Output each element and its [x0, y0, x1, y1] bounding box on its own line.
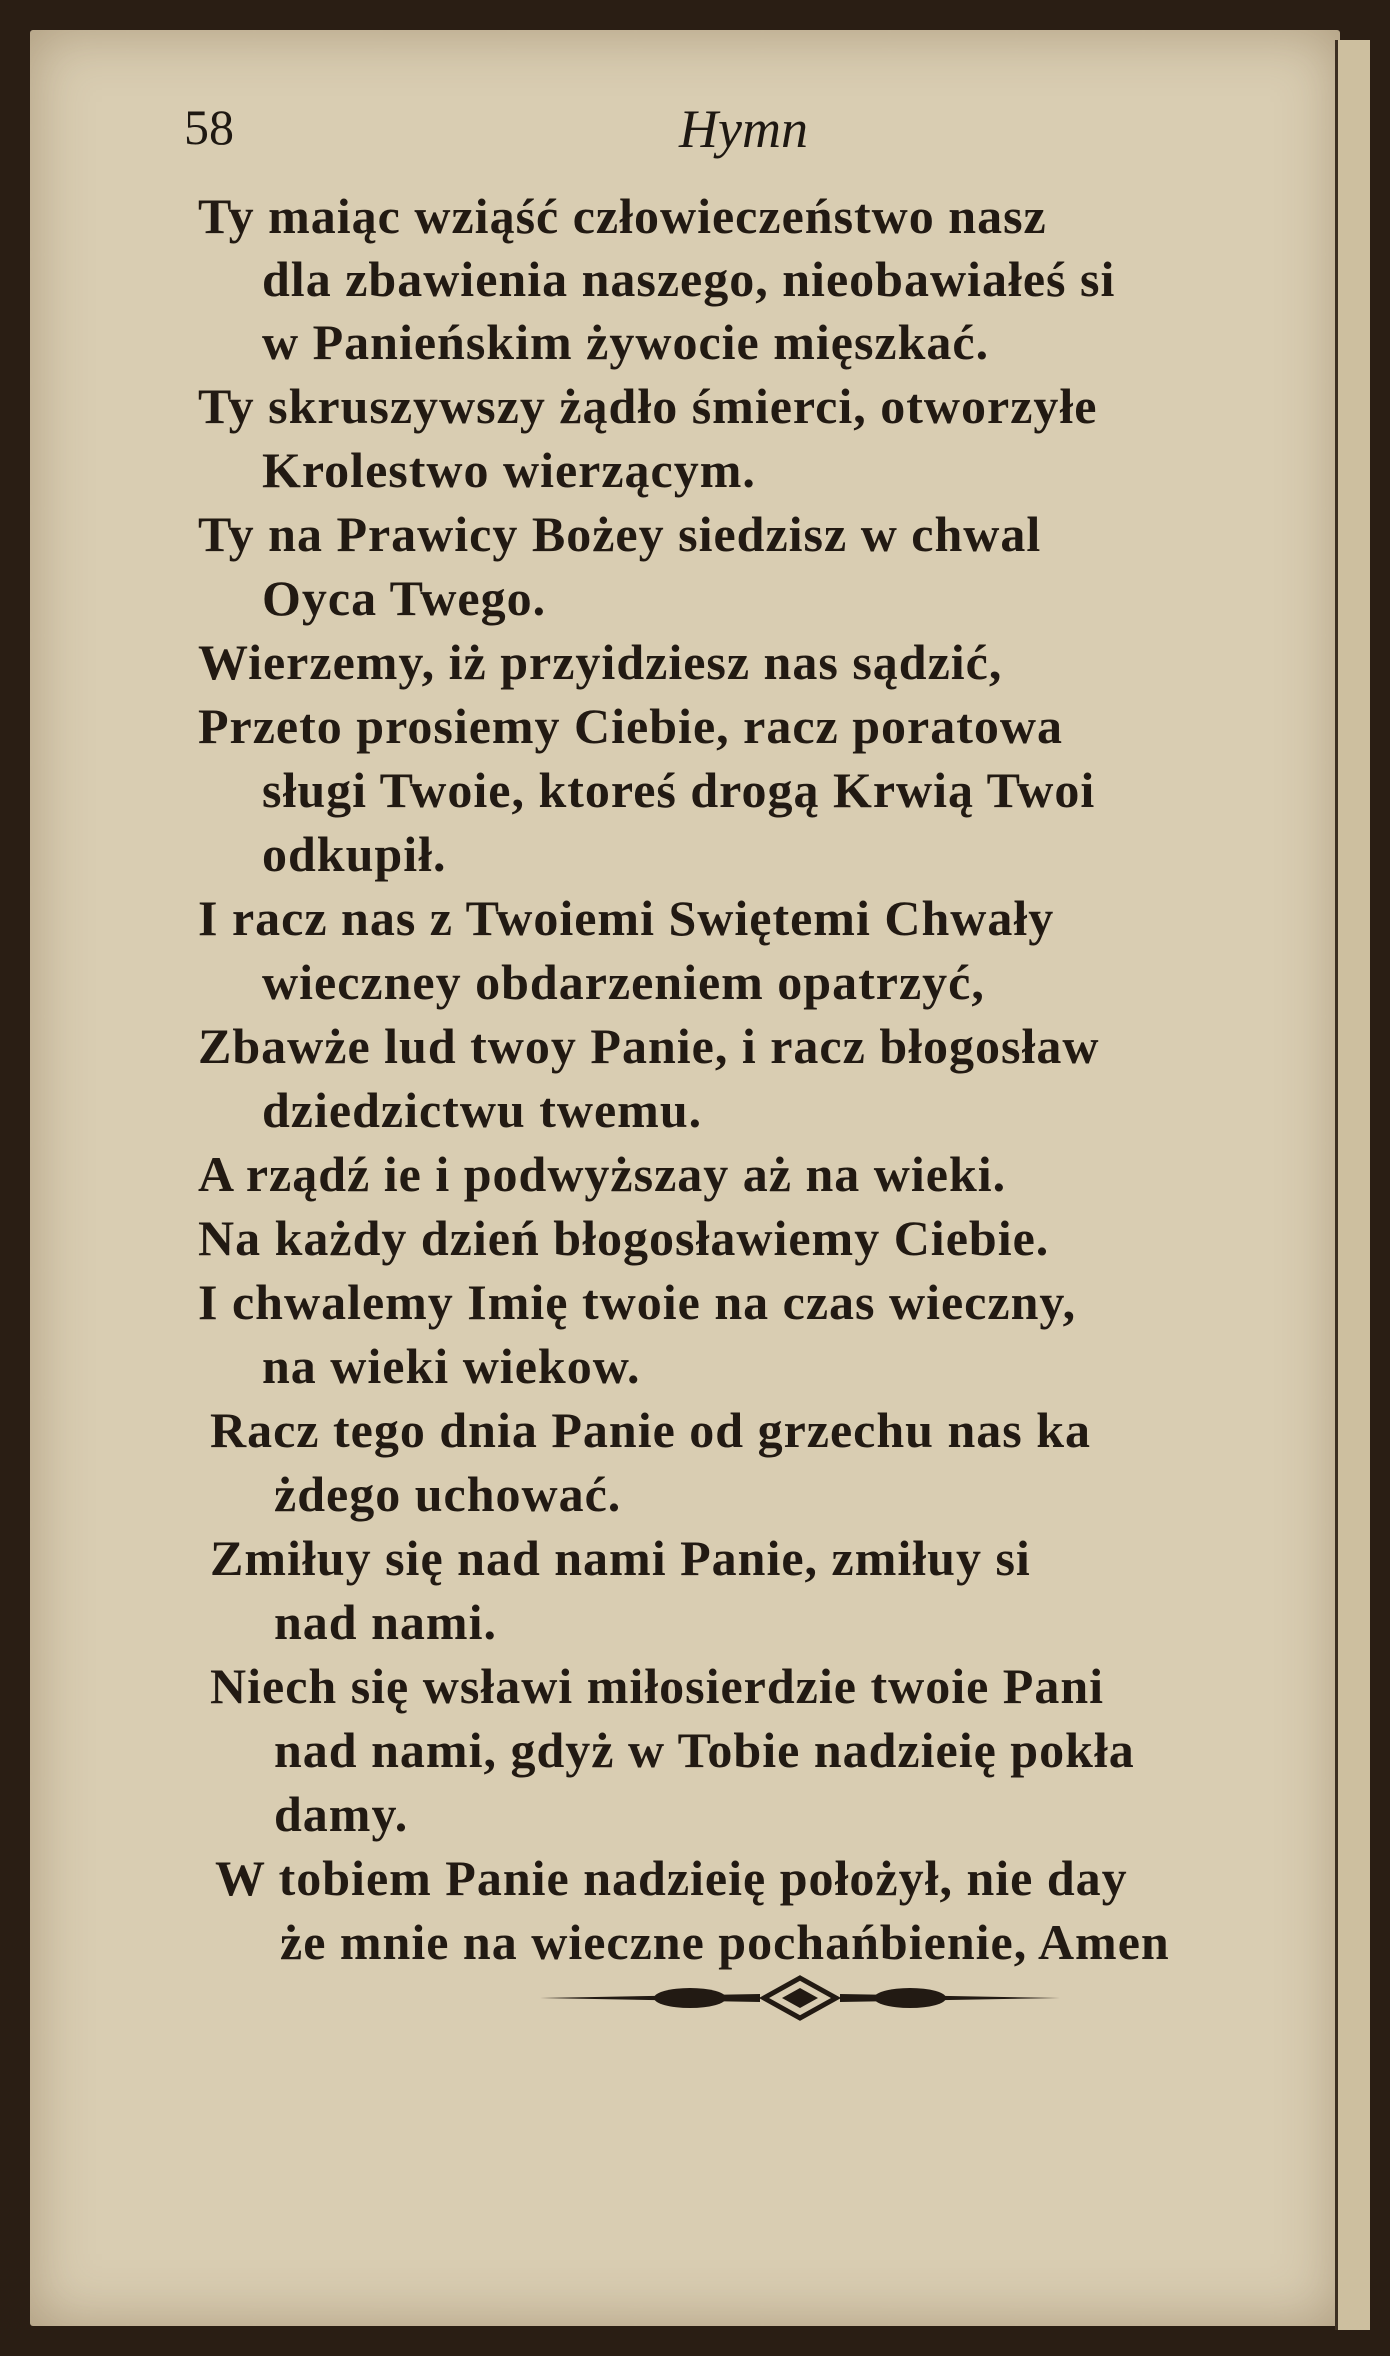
text-line: A rządź ie i podwyższay aż na wieki.	[198, 1146, 1007, 1202]
ornament-rule-icon	[540, 1968, 1060, 2028]
text-line: Niech się wsławi miłosierdzie twoie Pani	[210, 1658, 1105, 1714]
text-line: I racz nas z Twoiemi Swiętemi Chwały	[198, 890, 1055, 946]
text-line: Przeto prosiemy Ciebie, racz poratowa	[198, 698, 1063, 754]
text-line: Ty na Prawicy Bożey siedzisz w chwal	[198, 506, 1042, 562]
text-line: sługi Twoie, ktoreś drogą Krwią Twoi	[262, 762, 1096, 818]
text-line: nad nami, gdyż w Tobie nadzieię pokła	[274, 1722, 1135, 1778]
text-line: że mnie na wieczne pochańbienie, Amen	[280, 1914, 1170, 1970]
text-line: żdego uchować.	[274, 1466, 622, 1522]
text-line: odkupił.	[262, 826, 447, 882]
running-head: Hymn	[679, 99, 808, 159]
text-line: dla zbawienia naszego, nieobawiałeś si	[262, 251, 1116, 307]
text-line: Ty maiąc wziąść człowieczeństwo nasz	[198, 188, 1047, 244]
text-line: damy.	[274, 1786, 409, 1842]
text-line: w Panieńskim żywocie mięszkać.	[262, 314, 990, 370]
text-line: Oyca Twego.	[262, 570, 547, 626]
page-number: 58	[184, 99, 234, 155]
text-line: Ty skruszywszy żądło śmierci, otworzyłe	[198, 378, 1098, 434]
text-line: Na każdy dzień błogosławiemy Ciebie.	[198, 1210, 1050, 1266]
text-line: wieczney obdarzeniem opatrzyć,	[262, 954, 985, 1010]
text-line: W tobiem Panie nadzieię położył, nie day	[215, 1850, 1128, 1906]
text-line: Krolestwo wierzącym.	[262, 442, 756, 498]
text-line: I chwalemy Imię twoie na czas wieczny,	[198, 1274, 1077, 1330]
text-line: nad nami.	[274, 1594, 497, 1650]
text-line: dziedzictwu twemu.	[262, 1082, 703, 1138]
text-line: na wieki wiekow.	[262, 1338, 641, 1394]
text-line: Zbawże lud twoy Panie, i racz błogosław	[198, 1018, 1100, 1074]
text-line: Racz tego dnia Panie od grzechu nas ka	[210, 1402, 1092, 1458]
text-line: Zmiłuy się nad nami Panie, zmiłuy si	[210, 1530, 1031, 1586]
text-line: Wierzemy, iż przyidziesz nas sądzić,	[198, 634, 1003, 690]
